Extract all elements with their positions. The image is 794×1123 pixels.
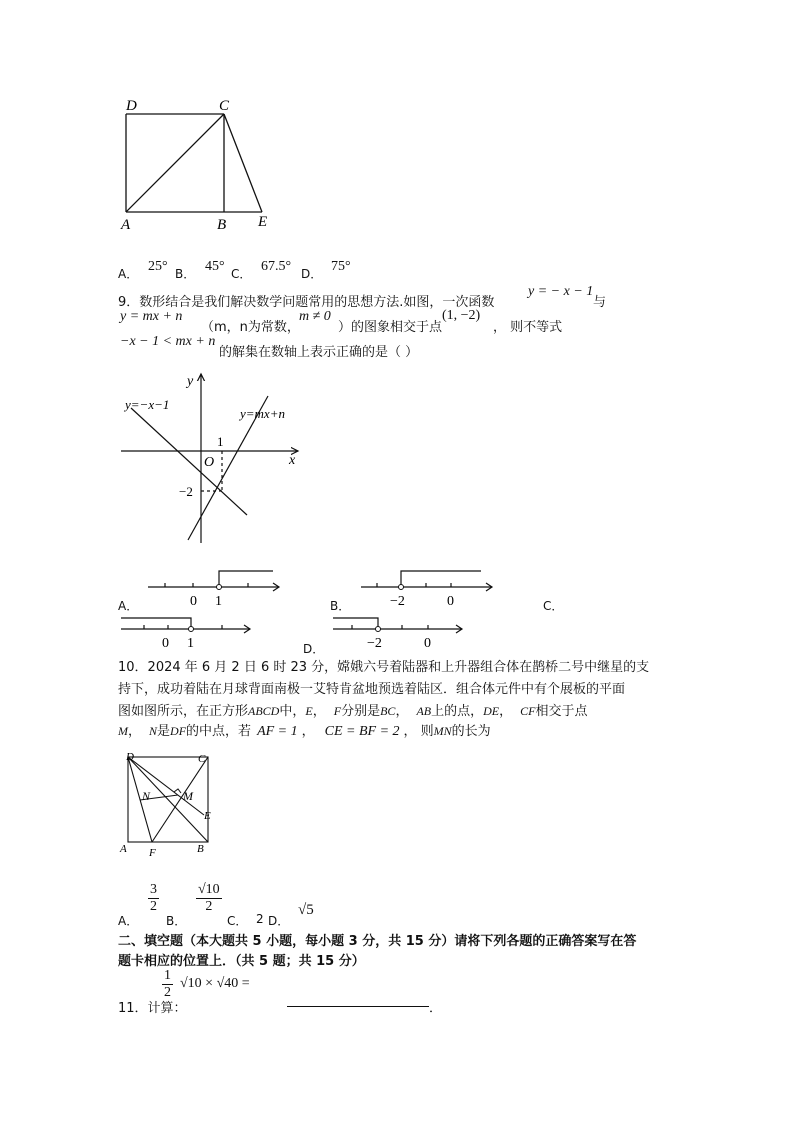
number-line-d: [330, 612, 472, 652]
q9-inequality: −x − 1 < mx + n: [120, 334, 216, 349]
q11-expression: √10 × √40 =: [180, 976, 250, 991]
label-B2: B: [197, 843, 204, 855]
q9-condition: m ≠ 0: [299, 309, 331, 324]
q10-text-line3: 图如图所示，在正方形 ABCD 中， E ， F 分别是 BC ， AB 上的点， DE ， CF 相交于点: [118, 704, 588, 719]
q9-function-1: y = − x − 1: [528, 284, 594, 299]
label-C: C: [219, 98, 230, 114]
number-line-c-tick0: 0: [162, 636, 169, 651]
label-C2: C: [198, 753, 206, 765]
number-line-a-tick1: 1: [215, 594, 222, 609]
label-F2: F: [149, 847, 156, 858]
linear-functions-graph: [115, 368, 315, 548]
label-line-2: y=mx+n: [240, 406, 285, 421]
number-line-b-tick0: −2: [390, 594, 405, 609]
number-line-b: [358, 565, 500, 615]
q8-option-c-label: C．: [231, 267, 252, 281]
q9-text-line2: （m，n为常数，: [201, 320, 300, 335]
q9-text-line3: 的解集在数轴上表示正确的是（ ）: [219, 345, 419, 360]
q9-point: (1, −2): [442, 308, 481, 323]
q11-label: 11．计算：: [118, 1001, 187, 1016]
number-line-c-tick1: 1: [187, 636, 194, 651]
square-efmn-figure: [115, 748, 225, 858]
q10-text-line2: 持下，成功着陆在月球背面南极一艾特肯盆地预选着陆区．组合体元件中有个展板的平面: [118, 682, 626, 697]
q9-option-d-label: D．: [303, 642, 325, 656]
q11-fraction: $\frac{1}{2}$: [164, 968, 171, 1000]
label-D: D: [126, 98, 137, 114]
segment-CF: [152, 757, 208, 842]
segment-AC: [126, 114, 224, 212]
number-line-a: [145, 565, 287, 615]
y-axis-label: y: [187, 374, 194, 389]
q8-option-c-value: 67.5°: [261, 259, 292, 274]
q11-answer-blank[interactable]: [287, 992, 429, 1007]
number-line-c: [118, 612, 260, 652]
q8-option-a-value: 25°: [148, 259, 168, 274]
q10-option-a-value: $\frac{3}{2}$: [150, 882, 157, 914]
label-A2: A: [120, 843, 127, 855]
q8-option-b-value: 45°: [205, 259, 225, 274]
segment-CE: [224, 114, 262, 212]
q9-text-line1: 9．数形结合是我们解决数学问题常用的思想方法.如图，一次函数: [118, 295, 495, 310]
q10-text-line4: M ， N 是 DF 的中点，若 AF = 1 ， CE = BF = 2 ， 则 MN 的长为: [118, 724, 491, 739]
x-axis-label: x: [289, 453, 296, 468]
q10-option-b-label: B．: [166, 914, 187, 928]
segment-DE: [128, 757, 204, 815]
tick-y-label: −2: [179, 484, 193, 499]
q10-option-d-label: D．: [268, 914, 290, 928]
q9-option-c-label: C．: [543, 599, 564, 613]
q9-option-a-label: A．: [118, 599, 139, 613]
q10-option-c-label: C．: [227, 914, 248, 928]
q10-option-d-value: √5: [298, 902, 314, 918]
q9-function-2: y = mx + n: [120, 309, 183, 324]
number-line-b-tick1: 0: [447, 594, 454, 609]
q9-text-line2-end: ， 则不等式: [493, 320, 563, 335]
number-line-d-tick1: 0: [424, 636, 431, 651]
section2-heading-line2: 题卡相应的位置上．（共 5 题；共 15 分）: [118, 954, 365, 969]
q9-text-line2-mid: ）的图象相交于点: [338, 320, 443, 335]
q10-option-b-value: $\frac{√10}{2}$: [198, 882, 220, 914]
origin-label: O: [204, 455, 215, 470]
q10-text-line1: 10．2024 年 6 月 2 日 6 时 23 分，嫦娥六号着陆器和上升器组合体在鹊桥二号中继星的支: [118, 660, 650, 675]
q9-text-with: 与: [593, 295, 607, 310]
q8-option-d-label: D．: [301, 267, 323, 281]
q10-option-a-label: A．: [118, 914, 139, 928]
label-M: M: [183, 789, 193, 803]
label-N: N: [142, 789, 151, 803]
section2-heading-line1: 二、填空题（本大题共 5 小题，每小题 3 分，共 15 分）请将下列各题的正确答案写在答: [118, 934, 637, 949]
q8-option-a-label: A．: [118, 267, 139, 281]
tick-x-label: 1: [217, 434, 224, 449]
label-line-1: y=−x−1: [125, 397, 170, 412]
number-line-a-tick0: 0: [190, 594, 197, 609]
q10-option-c-value: 2: [256, 912, 264, 926]
label-E2: E: [204, 810, 211, 822]
label-A: A: [121, 217, 131, 233]
label-B: B: [217, 217, 227, 233]
label-E: E: [258, 214, 268, 230]
number-line-d-tick0: −2: [367, 636, 382, 651]
square-triangle-figure: [112, 92, 282, 242]
label-D2: D: [126, 751, 134, 763]
q9-option-b-label: B．: [330, 599, 351, 613]
q11-end-mark: ．: [429, 1001, 443, 1016]
q8-option-b-label: B．: [175, 267, 196, 281]
q8-option-d-value: 75°: [331, 259, 351, 274]
